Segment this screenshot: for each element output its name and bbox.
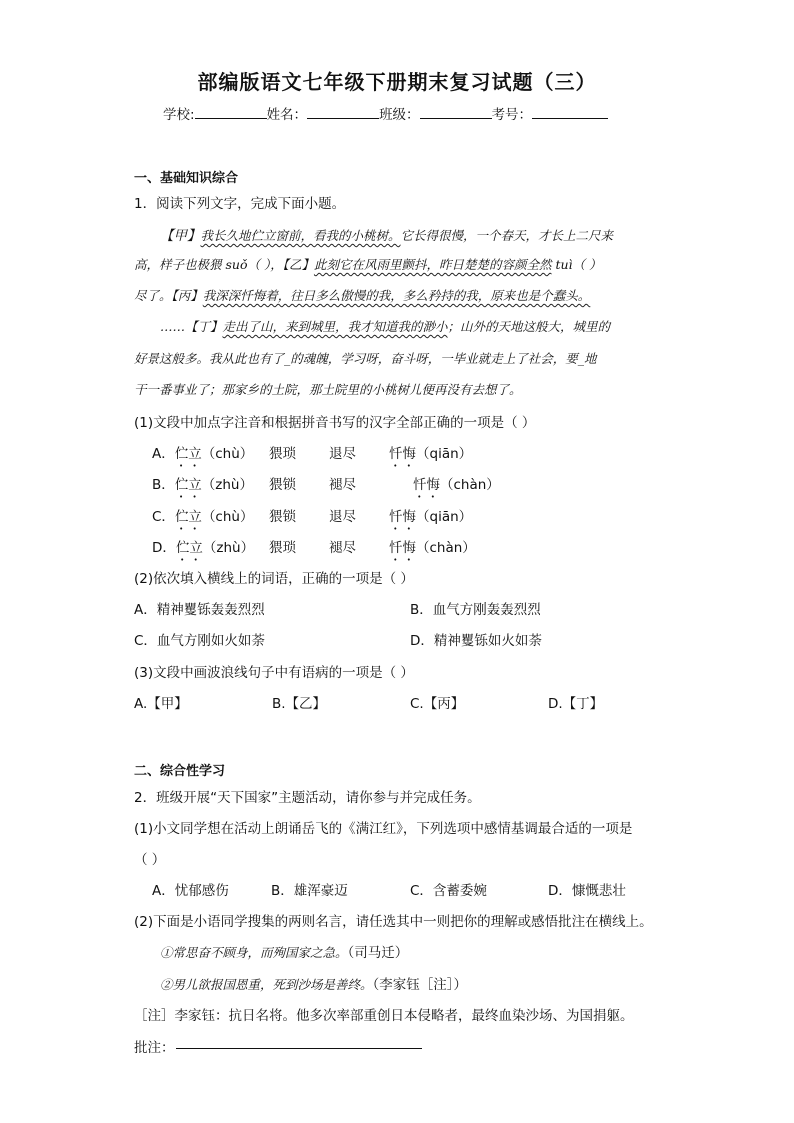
- q1-sub3-option-a[interactable]: A.【甲】: [134, 696, 188, 712]
- passage-line-6: 干一番事业了；那家乡的土院，那土院里的小桃树儿便再没有去想了。: [134, 382, 522, 397]
- footnote: ［注］李家钰：抗日名将。他多次率部重创日本侵略者，最终血染沙场、为国捐躯。: [134, 1008, 634, 1024]
- class-label: 班级：: [379, 107, 420, 123]
- q2-sub1-option-c[interactable]: C．含蓄委婉: [410, 883, 487, 899]
- q1-sub2-option-d[interactable]: D．精神矍铄如火如荼: [410, 633, 542, 649]
- q2-sub1-stem-paren: （ ）: [134, 852, 166, 868]
- sentence-ding: 走出了山，来到城里，我才知道我的渺小: [222, 319, 448, 334]
- sentence-jia: 我长久地伫立窗前，看我的小桃树。: [200, 228, 401, 243]
- passage-line-2: 高，样子也极猥 suǒ（ ），【乙】此刻它在风雨里颤抖，昨日楚楚的容颜全然 tuì（ ）: [134, 257, 602, 272]
- q1-sub3-option-b[interactable]: B.【乙】: [272, 696, 327, 712]
- q2-sub1-option-a[interactable]: A．忧郁感伤: [152, 883, 229, 899]
- number-label: 考号：: [491, 107, 533, 123]
- quote-1: ①常思奋不顾身，而殉国家之急。（司马迁）: [160, 945, 409, 961]
- school-label: 学校:: [163, 107, 195, 123]
- q2-sub2-stem: (2)下面是小语同学搜集的两则名言，请任选其中一则把你的理解或感悟批注在横线上。: [134, 914, 653, 930]
- q1-sub1-option-a[interactable]: A．伫立（chù） 猥琐 退尽 忏悔（qiān）: [152, 446, 473, 462]
- passage-line-3: 尽了。【丙】我深深忏悔着，往日多么傲慢的我，多么矜持的我，原来也是个蠢头。: [134, 288, 591, 303]
- section-heading-2: 二、综合性学习: [134, 764, 226, 779]
- q1-sub3-option-c[interactable]: C.【丙】: [410, 696, 465, 712]
- passage-line-5: 好景这般多。我从此也有了_的魂魄，学习呀，奋斗呀，一毕业就走上了社会，要_地: [134, 351, 597, 366]
- quote-2: ②男儿欲报国恩重，死到沙场是善终。（李家钰［注］）: [160, 977, 468, 993]
- name-label: 姓名：: [266, 107, 308, 123]
- q2-sub1-stem: (1)小文同学想在活动上朗诵岳飞的《满江红》，下列选项中感情基调最合适的一项是: [134, 821, 633, 837]
- name-field[interactable]: [307, 104, 379, 119]
- page-title: 部编版语文七年级下册期末复习试题（三）: [197, 70, 597, 94]
- q1-sub2-option-c[interactable]: C．血气方刚如火如荼: [134, 633, 265, 649]
- passage-line-1: 【甲】我长久地伫立窗前，看我的小桃树。它长得很慢，一个春天，才长上二尺来: [160, 228, 614, 244]
- sentence-yi: 此刻它在风雨里颤抖，昨日楚楚的容颜全然: [313, 257, 552, 272]
- q1-sub3-option-d[interactable]: D.【丁】: [548, 696, 604, 712]
- number-field[interactable]: [532, 104, 608, 119]
- sentence-bing: 我深深忏悔着，往日多么傲慢的我，多么矜持的我，原来也是个蠢头。: [202, 288, 591, 303]
- student-info-row: [163, 103, 608, 123]
- q1-sub2-option-b[interactable]: B．血气方刚轰轰烈烈: [410, 602, 541, 618]
- school-field[interactable]: [195, 104, 267, 119]
- q1-sub1-option-b[interactable]: B．伫立（zhù） 猥锁 褪尽 忏悔（chàn）: [152, 477, 500, 493]
- q2-sub1-option-b[interactable]: B．雄浑豪迈: [271, 883, 348, 899]
- section-heading-1: 一、基础知识综合: [134, 171, 239, 186]
- annotation-answer-line[interactable]: [176, 1048, 422, 1049]
- q1-sub2-stem: (2)依次填入横线上的词语，正确的一项是（ ）: [134, 571, 414, 587]
- q1-sub1-option-c[interactable]: C．伫立（chù） 猥锁 退尽 忏悔（qiān）: [152, 509, 473, 525]
- passage-line-4: ……【丁】走出了山，来到城里，我才知道我的渺小；山外的天地这般大，城里的: [160, 319, 611, 334]
- q1-sub1-option-d[interactable]: D．伫立（zhù） 猥琐 褪尽 忏悔（chàn）: [152, 540, 476, 556]
- annotation-label: 批注：: [134, 1040, 175, 1056]
- q2-sub1-option-d[interactable]: D．慷慨悲壮: [548, 883, 626, 899]
- q1-sub2-option-a[interactable]: A．精神矍铄轰轰烈烈: [134, 602, 265, 618]
- q2-stem: 2．班级开展“天下国家”主题活动，请你参与并完成任务。: [134, 790, 481, 806]
- q1-sub3-stem: (3)文段中画波浪线句子中有语病的一项是（ ）: [134, 665, 414, 681]
- q1-sub1-stem: (1)文段中加点字注音和根据拼音书写的汉字全部正确的一项是（ ）: [134, 415, 536, 431]
- q1-stem: 1．阅读下列文字，完成下面小题。: [134, 196, 346, 212]
- class-field[interactable]: [420, 104, 492, 119]
